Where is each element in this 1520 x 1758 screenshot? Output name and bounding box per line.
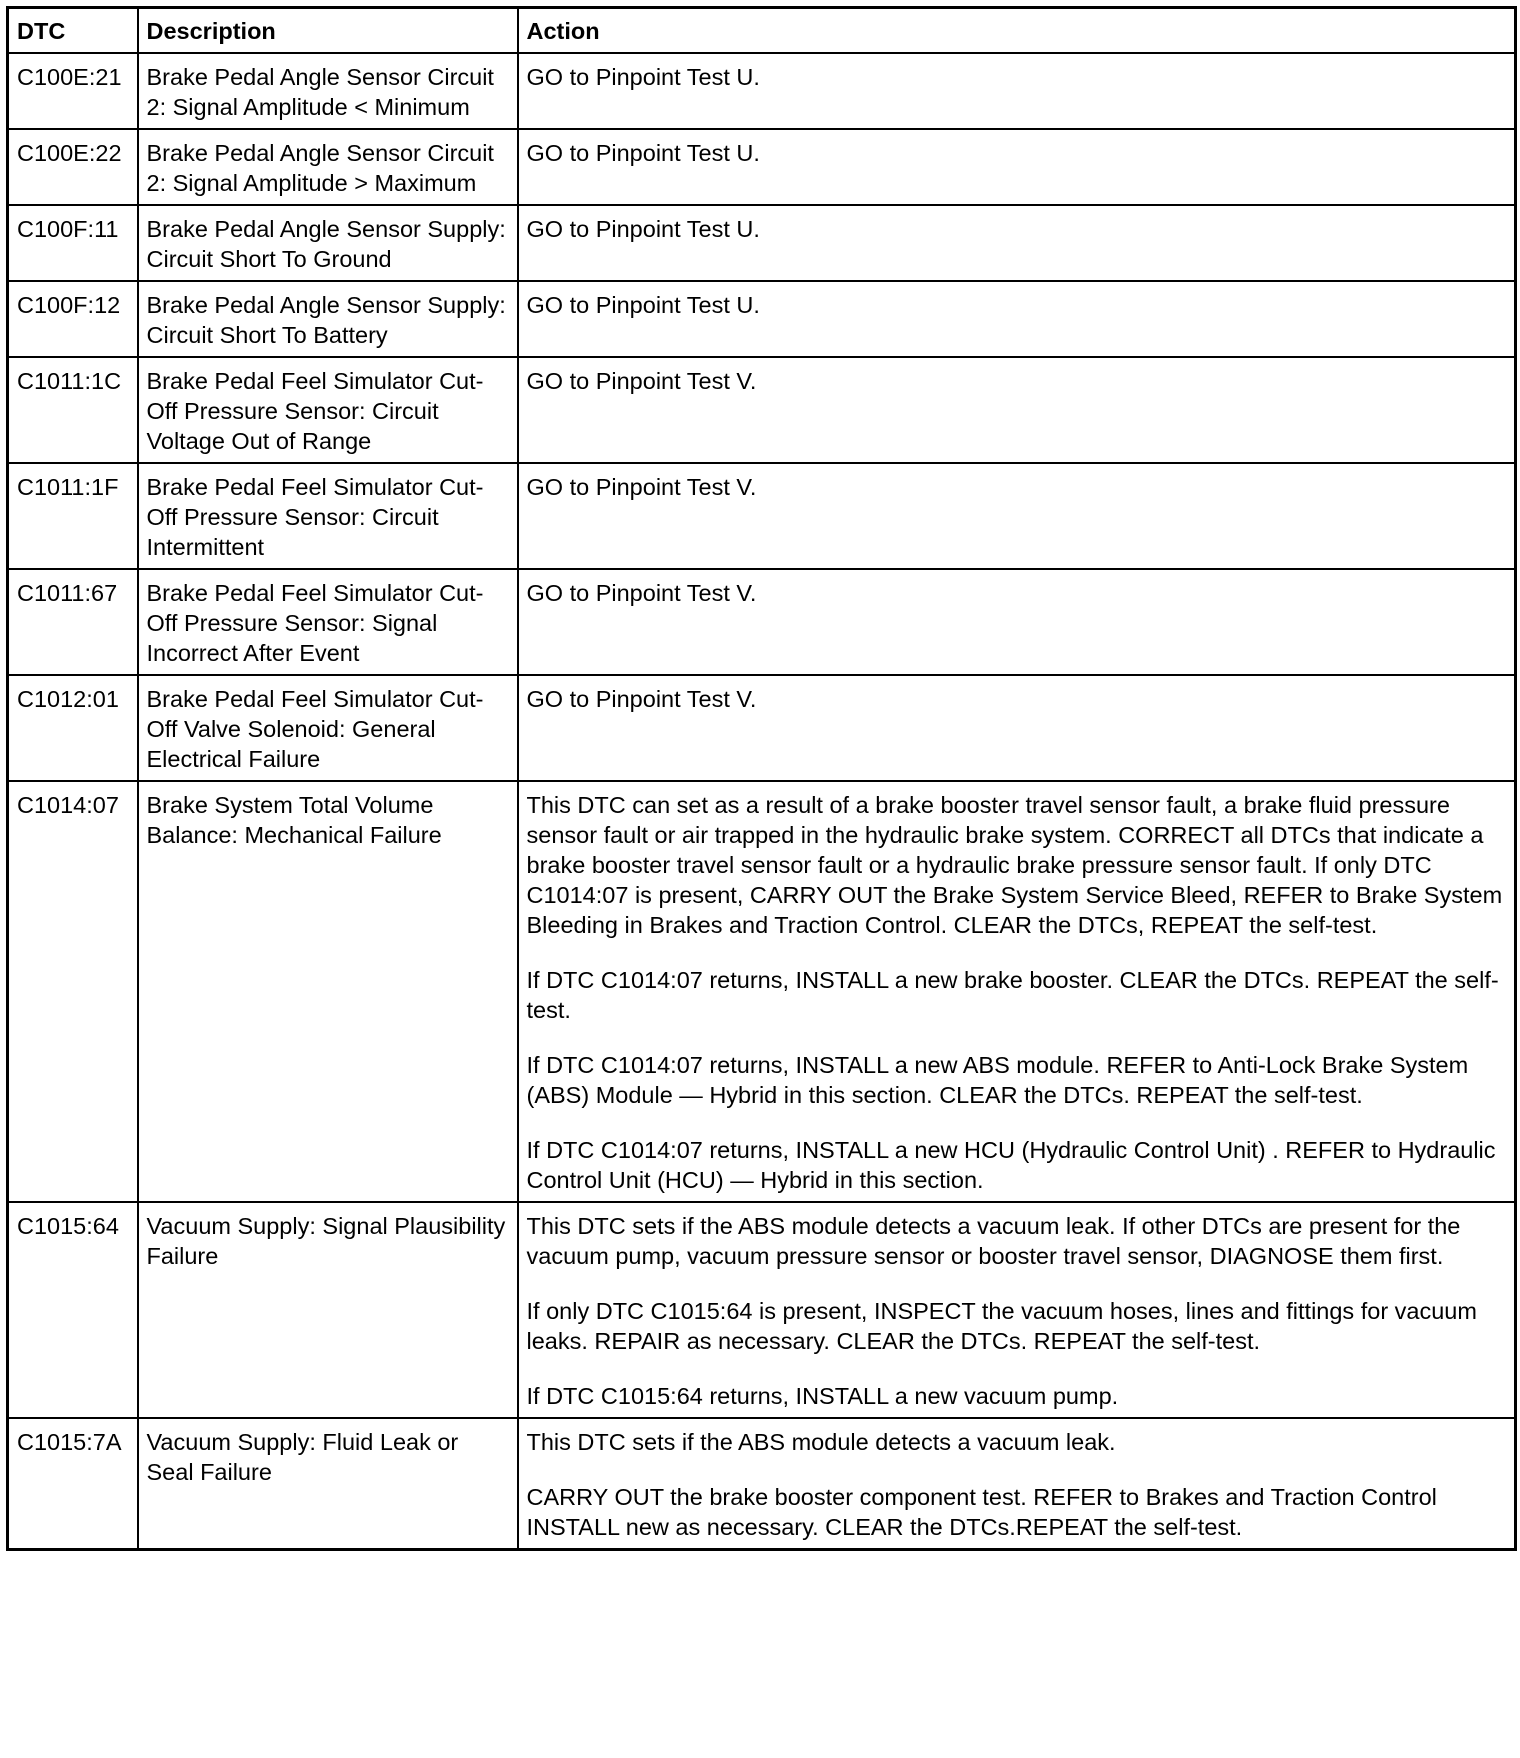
action-cell <box>518 281 1516 357</box>
action-paragraph: This DTC sets if the ABS module detects a vacuum leak. If other DTCs are present for the vacuum pump, vacuum pressure sensor or booster travel sensor, DIAGNOSE them first. <box>526 1213 1461 1269</box>
description-cell: Brake Pedal Angle Sensor Circuit 2: Signal Amplitude > Maximum <box>138 129 518 205</box>
action-paragraph: GO to Pinpoint Test V. <box>526 580 757 606</box>
table-row <box>8 675 1516 781</box>
dtc-code-cell: C1011:67 <box>8 569 138 675</box>
action-cell <box>518 781 1516 1202</box>
action-paragraph: If only DTC C1015:64 is present, INSPECT the vacuum hoses, lines and fittings for vacuum leaks. REPAIR as necessary. CLEAR the DTCs. REPEAT the self-test. <box>526 1298 1477 1354</box>
action-paragraph: GO to Pinpoint Test U. <box>526 292 760 318</box>
action-cell <box>518 1418 1516 1550</box>
description-cell: Vacuum Supply: Signal Plausibility Failure <box>138 1202 518 1418</box>
action-paragraph: GO to Pinpoint Test U. <box>526 216 760 242</box>
dtc-code-cell: C100E:22 <box>8 129 138 205</box>
dtc-code-cell: C1014:07 <box>8 781 138 1202</box>
action-cell <box>518 205 1516 281</box>
dtc-code-cell: C1015:64 <box>8 1202 138 1418</box>
table-row <box>8 357 1516 463</box>
description-cell: Brake Pedal Feel Simulator Cut-Off Pressure Sensor: Signal Incorrect After Event <box>138 569 518 675</box>
action-cell <box>518 463 1516 569</box>
table-row <box>8 463 1516 569</box>
action-paragraph: GO to Pinpoint Test V. <box>526 368 757 394</box>
dtc-code-cell: C100F:12 <box>8 281 138 357</box>
dtc-code-cell: C100E:21 <box>8 53 138 129</box>
action-cell <box>518 357 1516 463</box>
description-cell: Brake Pedal Feel Simulator Cut-Off Valve Solenoid: General Electrical Failure <box>138 675 518 781</box>
table-row <box>8 781 1516 1202</box>
action-paragraph: GO to Pinpoint Test U. <box>526 64 760 90</box>
description-cell: Brake Pedal Angle Sensor Supply: Circuit Short To Ground <box>138 205 518 281</box>
dtc-code-cell: C1012:01 <box>8 675 138 781</box>
header-row <box>8 8 1516 54</box>
table-row <box>8 569 1516 675</box>
action-paragraph: If DTC C1014:07 returns, INSTALL a new HCU (Hydraulic Control Unit) . REFER to Hydraulic Control Unit (HCU) — Hybrid in this section. <box>526 1137 1496 1193</box>
table-row <box>8 1418 1516 1550</box>
description-cell: Brake Pedal Angle Sensor Circuit 2: Signal Amplitude < Minimum <box>138 53 518 129</box>
description-cell: Brake Pedal Feel Simulator Cut-Off Pressure Sensor: Circuit Voltage Out of Range <box>138 357 518 463</box>
table-row <box>8 1202 1516 1418</box>
dtc-code-cell: C1011:1C <box>8 357 138 463</box>
dtc-code-cell: C100F:11 <box>8 205 138 281</box>
table-row <box>8 129 1516 205</box>
action-paragraph: This DTC sets if the ABS module detects a vacuum leak. <box>526 1429 1116 1455</box>
action-cell <box>518 675 1516 781</box>
dtc-code-cell: C1015:7A <box>8 1418 138 1550</box>
action-paragraph: GO to Pinpoint Test V. <box>526 474 757 500</box>
action-paragraph: GO to Pinpoint Test U. <box>526 140 760 166</box>
table-row <box>8 205 1516 281</box>
description-cell: Brake Pedal Feel Simulator Cut-Off Pressure Sensor: Circuit Intermittent <box>138 463 518 569</box>
action-cell <box>518 53 1516 129</box>
table-row <box>8 53 1516 129</box>
action-cell <box>518 129 1516 205</box>
dtc-code-cell: C1011:1F <box>8 463 138 569</box>
table-row <box>8 281 1516 357</box>
action-cell <box>518 1202 1516 1418</box>
action-paragraph: CARRY OUT the brake booster component test. REFER to Brakes and Traction Control INSTALL new as necessary. CLEAR the DTCs.REPEAT the self-test. <box>526 1484 1437 1540</box>
description-cell: Brake System Total Volume Balance: Mechanical Failure <box>138 781 518 1202</box>
header-description: Description <box>138 8 518 54</box>
description-cell: Brake Pedal Angle Sensor Supply: Circuit Short To Battery <box>138 281 518 357</box>
header-dtc: DTC <box>8 8 138 54</box>
action-paragraph: GO to Pinpoint Test V. <box>526 686 757 712</box>
action-paragraph: If DTC C1015:64 returns, INSTALL a new vacuum pump. <box>526 1383 1119 1409</box>
action-cell <box>518 569 1516 675</box>
description-cell: Vacuum Supply: Fluid Leak or Seal Failure <box>138 1418 518 1550</box>
action-paragraph: If DTC C1014:07 returns, INSTALL a new ABS module. REFER to Anti-Lock Brake System (ABS) Module — Hybrid in this section. CLEAR the DTCs. REPEAT the self-test. <box>526 1052 1469 1108</box>
dtc-table <box>6 6 1517 1551</box>
action-paragraph: If DTC C1014:07 returns, INSTALL a new brake booster. CLEAR the DTCs. REPEAT the self-test. <box>526 967 1499 1023</box>
header-action: Action <box>518 8 1516 54</box>
table-body <box>8 53 1516 1550</box>
action-paragraph: This DTC can set as a result of a brake booster travel sensor fault, a brake fluid pressure sensor fault or air trapped in the hydraulic brake system. CORRECT all DTCs that indicate a brake booster travel sensor fault or a hydraulic brake pressure sensor fault. If only DTC C1014:07 is present, CARRY OUT the Brake System Service Bleed, REFER to Brake System Bleeding in Brakes and Traction Control. CLEAR the DTCs, REPEAT the self-test. <box>526 792 1503 938</box>
